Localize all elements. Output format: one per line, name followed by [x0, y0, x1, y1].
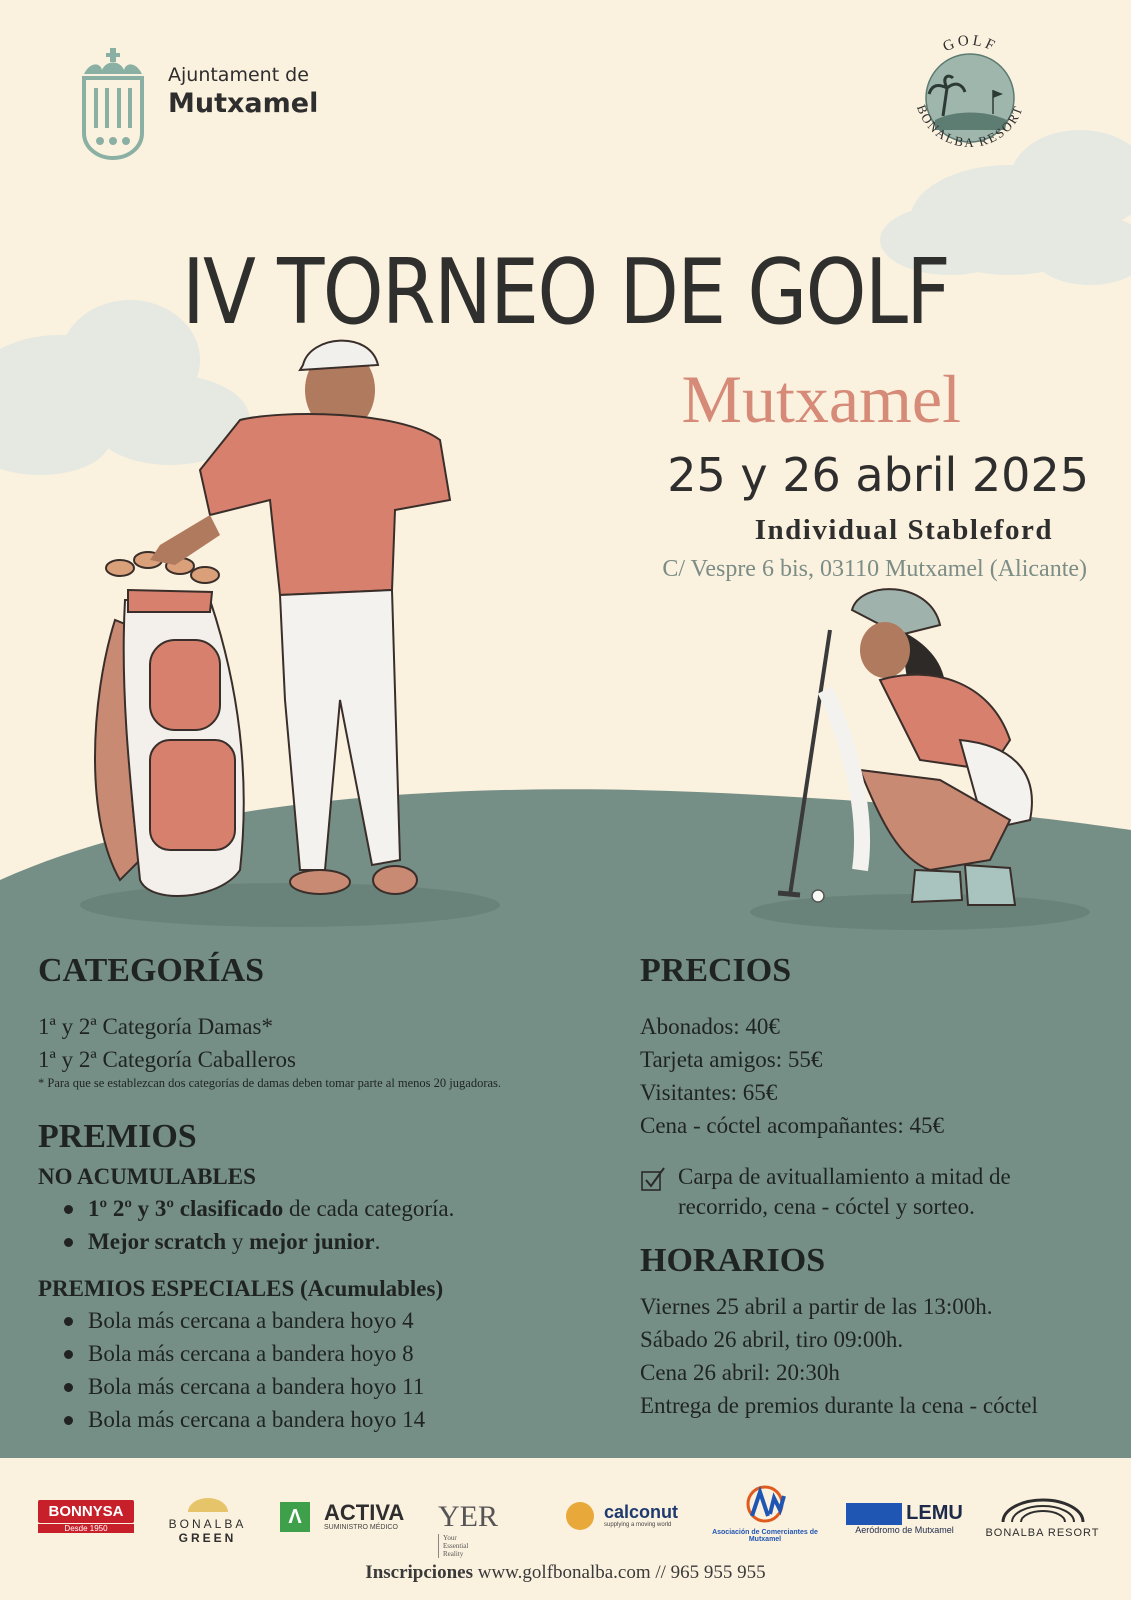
horario-item: Viernes 25 abril a partir de las 13:00h. [640, 1294, 993, 1319]
calconut-icon [566, 1502, 594, 1530]
plane-icon [846, 1503, 902, 1525]
precio-item: Cena - cóctel acompañantes: 45€ [640, 1113, 944, 1138]
event-subtitle: Mutxamel [681, 361, 961, 437]
list-item: 1º 2º y 3º clasificado de cada categoría. [38, 1192, 618, 1225]
list-item: Bola más cercana a bandera hoyo 4 [38, 1304, 618, 1337]
list-item: Mejor scratch y mejor junior. [38, 1225, 618, 1258]
event-address: C/ Vespre 6 bis, 03110 Mutxamel (Alicante) [662, 556, 1087, 582]
arch-icon [998, 1496, 1088, 1522]
event-dates: 25 y 26 abril 2025 [667, 448, 1089, 502]
no-acumulables-list [38, 1192, 618, 1258]
premios-especiales-list [38, 1304, 618, 1436]
golf-badge-top-text: GOLF [940, 32, 1000, 56]
includes-line1: Carpa de avituallamiento a mitad de [678, 1164, 1011, 1189]
premios-section [38, 1118, 618, 1436]
categoria-item: 1ª y 2ª Categoría Damas* [38, 1014, 273, 1039]
horario-item: Sábado 26 abril, tiro 09:00h. [640, 1327, 904, 1352]
precio-item: Visitantes: 65€ [640, 1080, 778, 1105]
event-title: IV TORNEO DE GOLF [181, 240, 950, 345]
list-item: Bola más cercana a bandera hoyo 8 [38, 1337, 618, 1370]
precio-item: Tarjeta amigos: 55€ [640, 1047, 823, 1072]
no-acumulables-heading: NO ACUMULABLES [38, 1164, 256, 1189]
list-item: Bola más cercana a bandera hoyo 14 [38, 1403, 618, 1436]
categorias-heading: CATEGORÍAS [38, 952, 265, 989]
precio-item: Abonados: 40€ [640, 1014, 780, 1039]
bonnysa-logo: BONNYSA Desde 1950 [38, 1500, 134, 1533]
categoria-item: 1ª y 2ª Categoría Caballeros [38, 1047, 296, 1072]
yer-logo: YER Your Essential Reality [438, 1500, 498, 1558]
horarios-heading: HORARIOS [640, 1242, 826, 1279]
precios-section [640, 952, 1100, 1222]
municipality-line1: Ajuntament de [168, 64, 309, 86]
categorias-section [38, 952, 618, 1091]
premios-heading: PREMIOS [38, 1118, 197, 1155]
acm-icon [740, 1484, 790, 1524]
inscripciones-contact[interactable]: www.golfbonalba.com // 965 955 955 [472, 1562, 766, 1583]
horarios-section [640, 1242, 1120, 1422]
precios-includes [640, 1162, 1100, 1222]
bonalba-resort-logo: BONALBA RESORT [985, 1496, 1100, 1539]
list-item: Bola más cercana a bandera hoyo 11 [38, 1370, 618, 1403]
mutxamel-shield-icon [80, 48, 146, 160]
inscripciones-footer [0, 1562, 1131, 1584]
activa-logo: Λ ACTIVA SUMINISTRO MÉDICO [280, 1502, 415, 1532]
event-mode: Individual Stableford [754, 514, 1053, 546]
acm-logo: Asociación de Comerciantes de Mutxamel [710, 1484, 820, 1543]
horario-item: Entrega de premios durante la cena - cóctel [640, 1393, 1038, 1418]
svg-text:GOLF [941, 33, 1000, 56]
horario-item: Cena 26 abril: 20:30h [640, 1360, 840, 1385]
inscripciones-label: Inscripciones [365, 1562, 473, 1583]
premios-especiales-heading: PREMIOS ESPECIALES (Acumulables) [38, 1276, 444, 1301]
golf-badge-bottom-text: BONALBA RESORT [914, 102, 1026, 151]
checkbox-checked-icon [640, 1166, 666, 1192]
precios-heading: PRECIOS [640, 952, 792, 989]
calconut-logo: calconut supplying a moving world [566, 1502, 696, 1530]
activa-icon: Λ [280, 1502, 310, 1532]
includes-line2: recorrido, cena - cóctel y sorteo. [678, 1194, 975, 1219]
bonalba-green-logo: BONALBA GREEN [150, 1498, 265, 1545]
lemu-logo: LEMU Aeródromo de Mutxamel [842, 1502, 967, 1535]
golf-bonalba-badge-icon [895, 30, 1045, 170]
municipality-line2: Mutxamel [168, 88, 319, 119]
sun-icon [178, 1498, 238, 1512]
categorias-note: * Para que se establezcan dos categorías de damas deben tomar parte al menos 20 jugadoras. [38, 1076, 502, 1090]
